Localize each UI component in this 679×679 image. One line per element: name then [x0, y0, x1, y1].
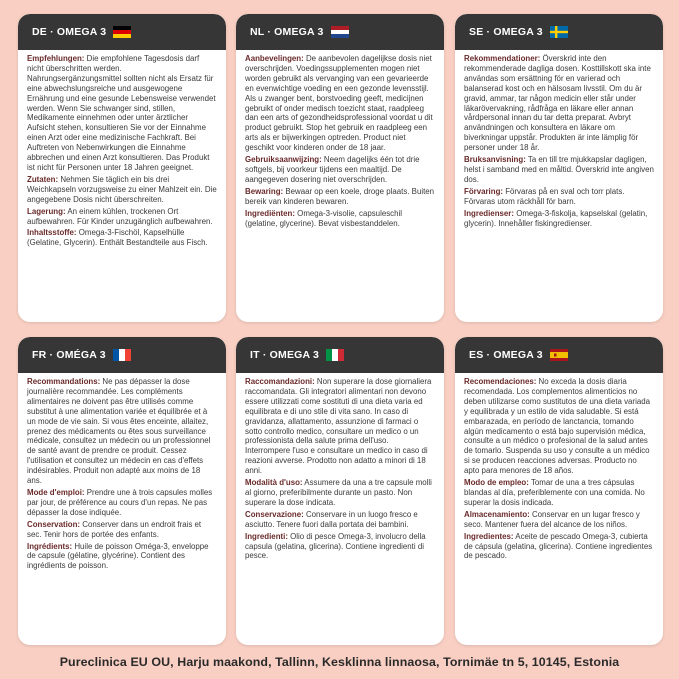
- section-paragraph: [245, 187, 435, 207]
- section-text: Non superare la dose giornaliera raccomandata. Gli integratori alimentari non devono essere utilizzati come sostituti di una dieta varia ed equilibrata e di uno stile di vita sano. In caso di gravidanza, allattamento, assunzione di farmaci o sotto controllo medico, consultare un medico o un professionista della salute prima dell'uso. Interrompere l'uso e consultare un medico in caso di reazioni avverse. Prodotto non adatto a minori di 18 anni.: [245, 377, 432, 476]
- section-paragraph: [464, 155, 654, 185]
- nl-flag-icon: [331, 26, 349, 38]
- section-label: Ingredientes:: [464, 531, 514, 541]
- section-text: Aceite de pescado Omega-3, cubierta de cápsula (gelatina, glicerina). Contiene ingredientes de pescado.: [464, 531, 653, 561]
- label-card: [455, 14, 663, 322]
- section-label: Zutaten:: [27, 174, 59, 184]
- card-title: DE · OMEGA 3: [32, 26, 107, 38]
- label-card: [18, 337, 226, 645]
- section-text: Olio di pesce Omega-3, involucro della capsula (gelatina, glicerina). Contiene ingredienti di pesce.: [245, 531, 426, 561]
- section-text: Tomar de una a tres cápsulas blandas al día, preferiblemente con una comida. No superar la dosis indicada.: [464, 478, 645, 507]
- section-label: Bruksanvisning:: [464, 155, 526, 165]
- section-text: Neem dagelijks één tot drie softgels, bij voorkeur tijdens een maaltijd. De aangegeven dosering niet overschrijden.: [245, 155, 420, 184]
- card-header: [18, 337, 226, 373]
- section-text: Ne pas dépasser la dose journalière recommandée. Les compléments alimentaires ne doivent pas être utilisés comme substitut à une alimentation variée et équilibrée et à un mode de vie sain. Si vous êtes enceinte, allaitez, prenez des médicaments ou êtes sous surveillance médicale, consultez un médecin ou un professionnel de santé avant de prendre ce produit. Cessez l'utilisation et consultez un médecin en cas d'effets indésirables. Produit non adapté aux moins de 18 ans.: [27, 377, 211, 486]
- section-label: Raccomandazioni:: [245, 377, 315, 386]
- section-paragraph: [245, 510, 435, 530]
- section-label: Förvaring:: [464, 186, 504, 196]
- card-body: [236, 373, 444, 561]
- label-card: [18, 14, 226, 322]
- section-paragraph: [245, 377, 435, 476]
- fr-flag-icon: [113, 349, 131, 361]
- section-text: Ta en till tre mjukkapslar dagligen, helst i samband med en måltid. Överskrid inte angiven dos.: [464, 155, 654, 184]
- card-header: [455, 337, 663, 373]
- section-text: Förvaras på en sval och torr plats. Förvaras utom räckhåll för barn.: [464, 186, 625, 206]
- card-title: NL · OMEGA 3: [250, 26, 324, 38]
- section-label: Modo de empleo:: [464, 478, 529, 488]
- label-card: [236, 337, 444, 645]
- section-text: Die empfohlene Tagesdosis darf nicht überschritten werden. Nahrungsergänzungsmittel sollten nicht als Ersatz für eine abwechslungsreiche und ausgewogene Ernährung und eine gesunde Lebensweise verwendet werden. Wenn Sie schwanger sind, stillen, Medikamente einnehmen oder unter ärztlicher Aufsicht stehen, konsultieren Sie vor der Einnahme einen Arzt oder eine medizinische Fachkraft. Bei Auftreten von Nebenwirkungen die Einnahme abbrechen und einen Arzt konsultieren. Das Produkt ist nicht für Personen unter 18 Jahren geeignet.: [27, 54, 216, 172]
- section-text: Assumere da una a tre capsule molli al giorno, preferibilmente durante un pasto. Non superare la dose indicata.: [245, 478, 432, 507]
- section-paragraph: [245, 209, 435, 229]
- section-paragraph: [245, 478, 435, 508]
- section-label: Conservation:: [27, 519, 81, 529]
- section-label: Gebruiksaanwijzing:: [245, 155, 322, 165]
- section-label: Mode d'emploi:: [27, 487, 85, 497]
- card-body: [236, 50, 444, 228]
- section-label: Almacenamiento:: [464, 509, 530, 519]
- section-label: Ingrediënten:: [245, 208, 295, 218]
- card-body: [18, 50, 226, 248]
- section-paragraph: [27, 175, 217, 205]
- card-title: IT · OMEGA 3: [250, 349, 320, 361]
- es-flag-icon: [550, 349, 568, 361]
- section-label: Recomendaciones:: [464, 377, 537, 386]
- section-paragraph: [464, 54, 654, 153]
- section-paragraph: [27, 377, 217, 486]
- section-label: Empfehlungen:: [27, 54, 85, 63]
- label-card: [236, 14, 444, 322]
- section-paragraph: [464, 377, 654, 476]
- card-title: ES · OMEGA 3: [469, 349, 543, 361]
- section-paragraph: [245, 155, 435, 185]
- section-text: Omega-3-Fischöl, Kapselhülle (Gelatine, Glycerin). Enthält Bestandteile aus Fisch.: [27, 228, 208, 248]
- section-label: Ingredienti:: [245, 531, 288, 541]
- section-label: Conservazione:: [245, 509, 304, 519]
- section-text: Conservar en un lugar fresco y seco. Mantener fuera del alcance de los niños.: [464, 509, 640, 529]
- section-text: Nehmen Sie täglich ein bis drei Weichkapseln vorzugsweise zu einer Mahlzeit ein. Die angegebene Dosis nicht überschreiten.: [27, 174, 217, 204]
- section-paragraph: [464, 510, 654, 530]
- section-paragraph: [27, 54, 217, 173]
- section-paragraph: [27, 520, 217, 540]
- section-label: Ingredienser:: [464, 208, 514, 218]
- section-paragraph: [27, 488, 217, 518]
- section-paragraph: [464, 478, 654, 508]
- section-text: De aanbevolen dagelijkse dosis niet overschrijden. Voedingssupplementen mogen niet worden gebruikt als vervanging van een gevarieerde en evenwichtige voeding en een gezonde levensstijl. Als u zwanger bent, borstvoeding geeft, medicijnen gebruikt of onder medisch toezicht staat, raadpleeg dan een arts of gezondheidsprofessional voordat u dit product gebruikt. Stop het gebruik en raadpleeg een arts als er bijwerkingen optreden. Product niet geschikt voor kinderen onder de 18 jaar.: [245, 54, 433, 153]
- section-text: Huile de poisson Oméga-3, enveloppe de capsule (gélatine, glycérine). Contient des ingrédients de poisson.: [27, 541, 209, 571]
- section-label: Ingrédients:: [27, 541, 73, 551]
- section-paragraph: [464, 209, 654, 229]
- section-paragraph: [27, 228, 217, 248]
- section-text: An einem kühlen, trockenen Ort aufbewahren. Für Kinder unzugänglich aufbewahren.: [27, 206, 213, 226]
- card-body: [455, 373, 663, 561]
- section-text: No exceda la dosis diaria recomendada. Los complementos alimenticios no deben utilizarse como sustitutos de una dieta variada y equilibrada y un estilo de vida saludable. Si está embarazada, en período de lanctancia, tomando algún medicamento o está bajo supervisión médica, consulte a un médico o profesional de la salud antes de tomarlo. Suspenda su uso y consulte a un médico si se producen reacciones adversas. Producto no apto para menores de 18 años.: [464, 377, 650, 476]
- card-body: [455, 50, 663, 228]
- card-header: [455, 14, 663, 50]
- section-paragraph: [245, 532, 435, 562]
- card-header: [18, 14, 226, 50]
- card-header: [236, 14, 444, 50]
- card-title: FR · OMÉGA 3: [32, 349, 106, 361]
- section-label: Rekommendationer:: [464, 54, 541, 63]
- se-flag-icon: [550, 26, 568, 38]
- section-label: Inhaltsstoffe:: [27, 228, 77, 238]
- card-header: [236, 337, 444, 373]
- it-flag-icon: [326, 349, 344, 361]
- section-text: Omega-3-visolie, capsuleschil (gelatine, glycerine). Bevat visbestanddelen.: [245, 208, 402, 228]
- de-flag-icon: [113, 26, 131, 38]
- section-paragraph: [27, 207, 217, 227]
- company-address: Pureclinica EU OU, Harju maakond, Tallinn, Kesklinna linnaosa, Tornimäe tn 5, 10145, Estonia: [59, 655, 620, 669]
- card-body: [18, 373, 226, 571]
- section-paragraph: [464, 532, 654, 562]
- section-text: Conserver dans un endroit frais et sec. Tenir hors de portée des enfants.: [27, 519, 202, 539]
- section-text: Bewaar op een koele, droge plaats. Buiten bereik van kinderen bewaren.: [245, 186, 435, 206]
- card-title: SE · OMEGA 3: [469, 26, 543, 38]
- section-text: Omega-3-fiskolja, kapselskal (gelatin, glycerin). Innehåller fiskingredienser.: [464, 208, 648, 228]
- section-label: Bewaring:: [245, 186, 284, 196]
- section-paragraph: [27, 542, 217, 572]
- section-paragraph: [245, 54, 435, 153]
- section-text: Prendre une à trois capsules molles par jour, de préférence au cours d'un repas. Ne pas dépasser la dose indiquée.: [27, 487, 213, 517]
- section-label: Recommandations:: [27, 377, 101, 386]
- section-text: Överskrid inte den rekommenderade dagliga dosen. Kosttillskott ska inte användas som ersättning för en varierad och balanserad kost och en hälsosam livsstil. Om du är gravid, ammar, tar någon medicin eller står under läkarövervakning, rådfråga en läkare eller annan vårdpersonal innan du tar detta preparat. Avbryt användningen och konsultera en läkare om biverkningar uppstår. Produkten är inte lämplig för personer under 18 år.: [464, 54, 651, 153]
- section-paragraph: [464, 187, 654, 207]
- section-label: Lagerung:: [27, 206, 66, 216]
- section-label: Aanbevelingen:: [245, 54, 304, 63]
- section-label: Modalità d'uso:: [245, 478, 303, 488]
- label-card: [455, 337, 663, 645]
- section-text: Conservare in un luogo fresco e asciutto. Tenere fuori dalla portata dei bambini.: [245, 509, 418, 529]
